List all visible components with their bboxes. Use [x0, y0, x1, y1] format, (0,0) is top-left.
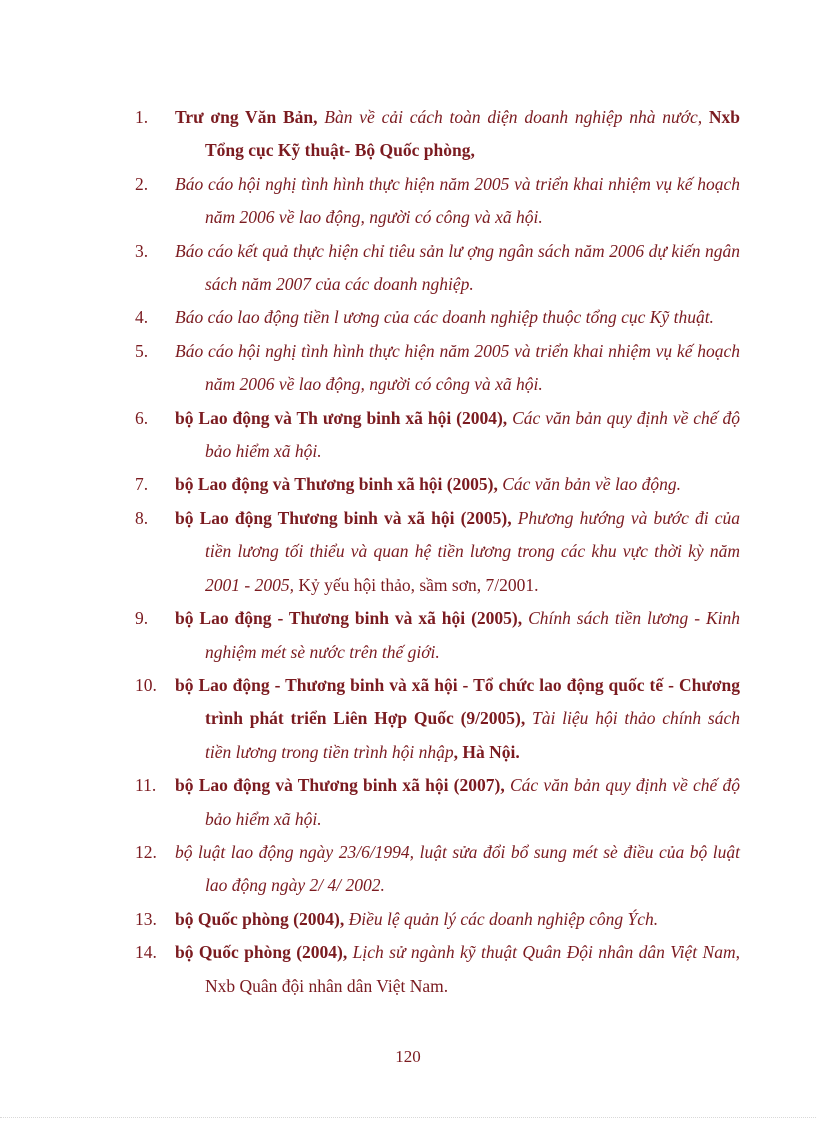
- reference-text-segment: Tài liệu hội thảo chính sách tiền lương trong tiền trình hội nhập: [205, 708, 740, 762]
- reference-number: 5.: [135, 340, 149, 361]
- reference-item: [135, 468, 740, 501]
- reference-text-segment: bộ Quốc phòng (2004),: [175, 942, 353, 963]
- reference-text-segment: Điều lệ quản lý các doanh nghiệp công Ých.: [348, 908, 659, 929]
- reference-text-segment: Kỷ yếu hội thảo, sầm sơn, 7/2001.: [298, 574, 539, 595]
- reference-number: 9.: [135, 608, 149, 629]
- reference-text-segment: Trư ơng Văn Bản,: [175, 107, 325, 127]
- reference-text-segment: , Nxb Quân đội nhân dân Việt Nam.: [205, 942, 740, 996]
- reference-item: [135, 101, 740, 168]
- reference-text-segment: Lịch sử ngành kỹ thuật Quân Đội nhân dân Việt Nam: [352, 942, 736, 963]
- reference-text-segment: Chính sách tiền lương - Kinh nghiệm mét sè nước trên thế giới.: [205, 608, 740, 662]
- reference-text-segment: Bàn về cải cách toàn diện doanh nghiệp nhà nước,: [324, 107, 709, 127]
- reference-text-segment: Báo cáo kết quả thực hiện chỉ tiêu sản lư ợng ngân sách năm 2006 dự kiến ngân sách năm 2007 của các doanh nghiệp.: [175, 240, 740, 295]
- reference-text-segment: Phương hướng và bước đi của tiền lương tối thiểu và quan hệ tiền lương trong các khu vực thời kỳ năm 2001 - 2005,: [205, 507, 740, 595]
- reference-text-segment: Báo cáo lao động tiền l ương của các doanh nghiệp thuộc tổng cục Kỹ thuật.: [175, 307, 714, 328]
- reference-text-segment: bộ Lao động Thương binh và xã hội (2005),: [175, 507, 518, 528]
- reference-text-segment: Báo cáo hội nghị tình hình thực hiện năm 2005 và triển khai nhiệm vụ kế hoạch năm 2006 về lao động, người có công và xã hội.: [175, 340, 740, 395]
- reference-item: [135, 502, 740, 602]
- page-edge-artifact: [0, 1117, 816, 1118]
- reference-text-segment: Các văn bản quy định về chế độ bảo hiểm xã hội.: [205, 407, 740, 462]
- reference-text-segment: bộ Lao động và Th ương binh xã hội (2004),: [175, 407, 513, 428]
- reference-number: 8.: [135, 507, 149, 528]
- reference-item: [135, 168, 740, 235]
- reference-item: [135, 836, 740, 903]
- reference-item: [135, 769, 740, 836]
- reference-number: 7.: [135, 474, 149, 495]
- reference-number: 10.: [135, 674, 157, 695]
- reference-number: 12.: [135, 841, 157, 862]
- reference-text-segment: bộ Quốc phòng (2004),: [175, 908, 349, 929]
- reference-number: 13.: [135, 908, 157, 929]
- reference-text-segment: Các văn bản quy định về chế độ bảo hiểm xã hội.: [205, 775, 740, 829]
- reference-item: [135, 602, 740, 669]
- reference-number: 3.: [135, 240, 149, 261]
- reference-text-segment: , Hà Nội.: [453, 741, 520, 762]
- reference-text-segment: Các văn bản về lao động.: [502, 474, 682, 495]
- reference-item: [135, 301, 740, 334]
- reference-number: 6.: [135, 407, 149, 428]
- reference-text-segment: Nxb Tổng cục Kỹ thuật- Bộ Quốc phòng,: [205, 107, 740, 161]
- reference-item: [135, 402, 740, 469]
- reference-text-segment: Báo cáo hội nghị tình hình thực hiện năm 2005 và triển khai nhiệm vụ kế hoạch năm 2006 về lao động, người có công và xã hội.: [175, 173, 740, 228]
- reference-text-segment: bộ Lao động - Thương binh và xã hội - Tổ chức lao động quốc tế - Chương trình phát triển Liên Hợp Quốc (9/2005),: [175, 674, 740, 729]
- references-list: [135, 101, 740, 1003]
- reference-number: 11.: [135, 775, 157, 796]
- page-number: 120: [395, 1047, 421, 1066]
- reference-item: [135, 335, 740, 402]
- reference-number: 4.: [135, 307, 149, 328]
- reference-text-segment: bộ luật lao động ngày 23/6/1994, luật sửa đổi bổ sung mét sè điều của bộ luật lao động ngày 2/ 4/ 2002.: [175, 841, 740, 896]
- reference-text-segment: bộ Lao động và Thương binh xã hội (2007),: [175, 775, 510, 796]
- reference-number: 1.: [135, 107, 149, 127]
- reference-item: [135, 669, 740, 769]
- reference-text-segment: bộ Lao động - Thương binh và xã hội (2005),: [175, 608, 529, 629]
- reference-number: 2.: [135, 173, 149, 194]
- reference-number: 14.: [135, 942, 157, 963]
- reference-item: [135, 936, 740, 1003]
- reference-text-segment: bộ Lao động và Thương binh xã hội (2005),: [175, 474, 503, 495]
- reference-item: [135, 235, 740, 302]
- reference-item: [135, 903, 740, 936]
